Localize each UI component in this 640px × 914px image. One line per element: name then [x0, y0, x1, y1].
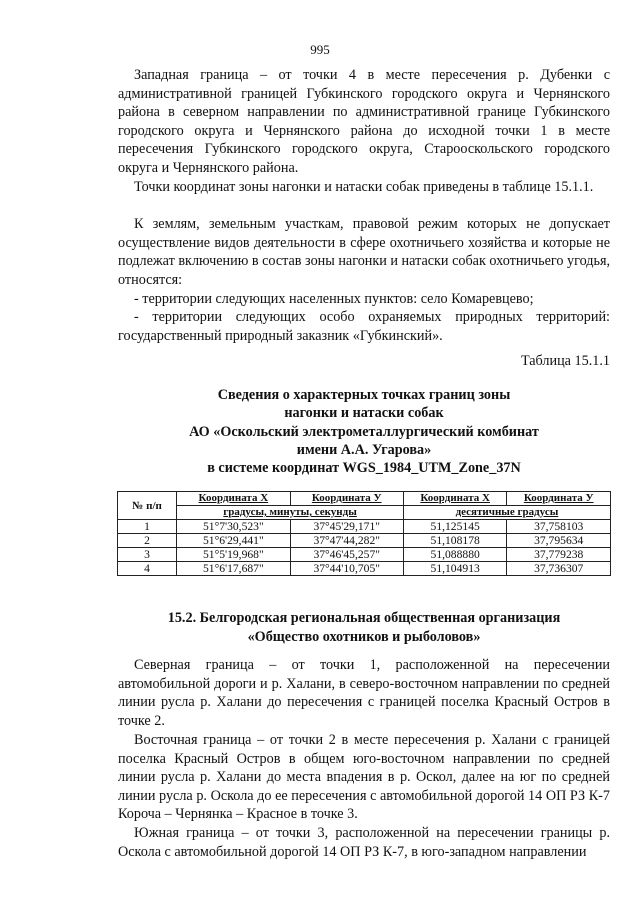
cell-num: 3 [118, 548, 177, 562]
table-title-line: имени А.А. Угарова» [296, 441, 432, 458]
excluded-lands-paragraph: К землям, земельным участкам, правовой режим которых не допускает осуществление видов деятельности в сфере охотничьего хозяйства и которые не подлежат включению в состав зоны нагонки и натаски собак охотничьего угодья, относятся: [118, 216, 611, 288]
table-title-line: АО «Оскольский электрометаллургический комбинат [189, 423, 539, 440]
coordinates-table [117, 491, 611, 576]
south-border-paragraph: Южная граница – от точки 3, расположенной на пересечении границы р. Оскола с автомобильной дорогой 14 ОП РЗ К-7, в юго-западном направлении [118, 825, 610, 860]
points-reference-paragraph: Точки координат зоны нагонки и натаски собак приведены в таблице 15.1.1. [134, 179, 594, 195]
section-title [118, 609, 610, 646]
table-header-row [118, 492, 611, 506]
table-subheader-row [118, 506, 611, 520]
cell-x-dec: 51,108178 [403, 534, 507, 548]
page-number: 995 [310, 42, 330, 57]
table-title-line: Сведения о характерных точках границ зоны [217, 387, 511, 403]
north-border-paragraph: Северная граница – от точки 1, расположенной на пересечении автомобильной дороги и р. Халани, в северо-восточном направлении по средней линии русла р. Халани до пересечения с границей поселка Красный Остров в точке 2. [118, 657, 610, 729]
table-title [118, 386, 610, 477]
east-border-paragraph: Восточная граница – от точки 2 в месте пересечения р. Халани с границей поселка Красный Остров в общем юго-восточном направлении по средней линии русла р. Халани до места впадения в р. Оскол, далее на юг по средней линии русла р. Оскола до ее пересечения с автомобильной дорогой 14 ОП РЗ К-7 Короча – Чернянка – Красное в точке 3. [118, 732, 610, 823]
header-x-dec: Координата X [403, 492, 507, 506]
cell-y-dec: 37,779238 [507, 548, 611, 562]
cell-x-dms: 51°5'19,968" [177, 548, 290, 562]
subheader-decimal: десятичные градусы [403, 506, 610, 520]
cell-y-dms: 37°46'45,257" [290, 548, 403, 562]
cell-num: 4 [118, 562, 177, 576]
protected-areas-list-item: - территории следующих особо охраняемых природных территорий: государственный природный заказник «Губкинский». [118, 309, 610, 344]
table-title-line: в системе координат WGS_1984_UTM_Zone_37N [207, 460, 521, 477]
cell-x-dec: 51,125145 [403, 520, 507, 534]
table-row [118, 562, 611, 576]
cell-y-dms: 37°44'10,705" [290, 562, 403, 576]
cell-y-dms: 37°47'44,282" [290, 534, 403, 548]
section-title-line: 15.2. Белгородская региональная общественная организация [167, 610, 561, 626]
cell-x-dec: 51,088880 [403, 548, 507, 562]
table-row [118, 548, 611, 562]
table-row [118, 520, 611, 534]
table-caption: Таблица 15.1.1 [520, 353, 610, 369]
table-row [118, 534, 611, 548]
cell-x-dec: 51,104913 [403, 562, 507, 576]
header-num: № п/п [118, 492, 177, 520]
cell-y-dec: 37,736307 [507, 562, 611, 576]
west-border-paragraph: Западная граница – от точки 4 в месте пересечения р. Дубенки с административной границей Губкинского городского округа и Чернянского района в северном направлении по административной границе Губкинского городского округа и Чернянского района до исходной точки 1 в месте пересечения Губкинского городского округа, Старооскольского городского округа и Чернянского района. [118, 67, 610, 176]
cell-y-dms: 37°45'29,171" [290, 520, 403, 534]
settlements-list-item: - территории следующих населенных пунктов: село Комаревцево; [134, 291, 534, 307]
cell-y-dec: 37,795634 [507, 534, 611, 548]
cell-num: 1 [118, 520, 177, 534]
cell-x-dms: 51°6'17,687" [177, 562, 290, 576]
header-x-dms: Координата X [177, 492, 290, 506]
cell-x-dms: 51°6'29,441" [177, 534, 290, 548]
cell-x-dms: 51°7'30,523" [177, 520, 290, 534]
header-y-dec: Координата У [507, 492, 611, 506]
section-title-line: «Общество охотников и рыболовов» [247, 628, 481, 645]
cell-num: 2 [118, 534, 177, 548]
subheader-dms: градусы, минуты, секунды [177, 506, 404, 520]
table-title-line: нагонки и натаски собак [284, 405, 444, 422]
header-y-dms: Координата У [290, 492, 403, 506]
cell-y-dec: 37,758103 [507, 520, 611, 534]
